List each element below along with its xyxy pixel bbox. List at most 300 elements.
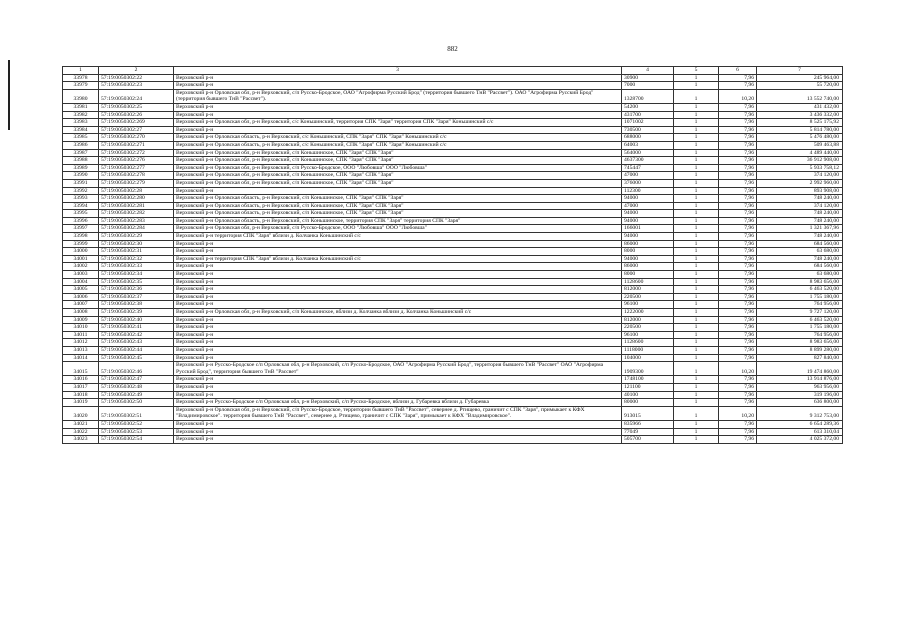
count-cell: 1 xyxy=(674,187,719,195)
rate-cell: 7,96 xyxy=(719,428,757,436)
table-row xyxy=(63,187,843,195)
area-cell: 505700 xyxy=(622,436,674,444)
table-row xyxy=(63,286,843,294)
table-row xyxy=(63,376,843,384)
location-cell: Верховский р-н xyxy=(174,187,622,195)
value-cell: 5 476 480,00 xyxy=(757,134,843,142)
area-cell: 94000 xyxy=(622,233,674,241)
row-number: 34019 xyxy=(63,399,99,407)
value-cell: 13 552 740,00 xyxy=(757,89,843,103)
rate-cell: 7,96 xyxy=(719,376,757,384)
cadastral-number: 57:19:0050302:30 xyxy=(99,240,174,248)
value-cell: 5 933 758,12 xyxy=(757,164,843,172)
table-row xyxy=(63,293,843,301)
value-cell: 431 432,00 xyxy=(757,103,843,111)
area-cell: 86000 xyxy=(622,240,674,248)
row-number: 33979 xyxy=(63,82,99,90)
count-cell: 1 xyxy=(674,111,719,119)
cadastral-number: 57:19:0050302:284 xyxy=(99,225,174,233)
location-cell: Верховский р-н xyxy=(174,111,622,119)
cadastral-number: 57:19:0050302:40 xyxy=(99,316,174,324)
location-cell: Верховский р-н xyxy=(174,436,622,444)
location-cell: Верховский р-н xyxy=(174,263,622,271)
value-cell: 748 240,00 xyxy=(757,195,843,203)
count-cell: 1 xyxy=(674,324,719,332)
area-cell: 1071002 xyxy=(622,119,674,127)
table-row xyxy=(63,316,843,324)
cadastral-number: 57:19:0050302:38 xyxy=(99,301,174,309)
rate-cell: 7,96 xyxy=(719,134,757,142)
area-cell: 54200 xyxy=(622,103,674,111)
area-cell: 1128600 xyxy=(622,278,674,286)
location-cell: Верховский р-н xyxy=(174,301,622,309)
value-cell: 6 463 520,00 xyxy=(757,286,843,294)
cadastral-number: 57:19:0050302:28 xyxy=(99,187,174,195)
cadastral-number: 57:19:0050302:35 xyxy=(99,278,174,286)
table-row xyxy=(63,210,843,218)
cadastral-number: 57:19:0050302:34 xyxy=(99,271,174,279)
area-cell: 86000 xyxy=(622,263,674,271)
area-cell: 8000 xyxy=(622,271,674,279)
count-cell: 1 xyxy=(674,202,719,210)
table-row xyxy=(63,346,843,354)
row-number: 33982 xyxy=(63,111,99,119)
table-row xyxy=(63,217,843,225)
value-cell: 374 120,00 xyxy=(757,202,843,210)
area-cell: 104000 xyxy=(622,354,674,362)
rate-cell: 7,96 xyxy=(719,331,757,339)
area-cell: 431700 xyxy=(622,111,674,119)
row-number: 34008 xyxy=(63,309,99,317)
row-number: 33986 xyxy=(63,141,99,149)
count-cell: 1 xyxy=(674,157,719,165)
rate-cell: 7,96 xyxy=(719,301,757,309)
location-cell: Верховский р-н xyxy=(174,278,622,286)
area-cell: 376000 xyxy=(622,179,674,187)
value-cell: 13 914 876,00 xyxy=(757,376,843,384)
value-cell: 8 525 175,92 xyxy=(757,119,843,127)
value-cell: 4 025 372,00 xyxy=(757,436,843,444)
table-row xyxy=(63,255,843,263)
table-row xyxy=(63,172,843,180)
value-cell: 3 436 332,00 xyxy=(757,111,843,119)
rate-cell: 7,96 xyxy=(719,157,757,165)
value-cell: 8 899 280,00 xyxy=(757,346,843,354)
row-number: 34016 xyxy=(63,376,99,384)
cadastral-number: 57:19:0050302:36 xyxy=(99,286,174,294)
count-cell: 1 xyxy=(674,278,719,286)
area-cell: 1222000 xyxy=(622,309,674,317)
count-cell: 1 xyxy=(674,179,719,187)
table-row xyxy=(63,141,843,149)
cadastral-number: 57:19:0050302:23 xyxy=(99,82,174,90)
rate-cell: 7,96 xyxy=(719,339,757,347)
rate-cell: 7,96 xyxy=(719,141,757,149)
cadastral-number: 57:19:0050302:272 xyxy=(99,149,174,157)
cadastral-number: 57:19:0050302:32 xyxy=(99,255,174,263)
table-row xyxy=(63,278,843,286)
table-row xyxy=(63,164,843,172)
location-cell: Верховский р-н xyxy=(174,331,622,339)
value-cell: 827 840,00 xyxy=(757,354,843,362)
land-parcel-table xyxy=(62,66,843,444)
cadastral-number: 57:19:0050302:25 xyxy=(99,103,174,111)
row-number: 34003 xyxy=(63,271,99,279)
rate-cell: 7,96 xyxy=(719,293,757,301)
row-number: 33989 xyxy=(63,164,99,172)
count-cell: 1 xyxy=(674,210,719,218)
table-row xyxy=(63,331,843,339)
area-cell: 40100 xyxy=(622,391,674,399)
value-cell: 748 240,00 xyxy=(757,255,843,263)
area-cell: 121100 xyxy=(622,383,674,391)
rate-cell: 7,96 xyxy=(719,263,757,271)
count-cell: 1 xyxy=(674,225,719,233)
rate-cell: 7,96 xyxy=(719,111,757,119)
area-cell: 8000 xyxy=(622,248,674,256)
count-cell: 1 xyxy=(674,301,719,309)
area-cell: 94000 xyxy=(622,195,674,203)
area-cell: 812000 xyxy=(622,286,674,294)
row-number: 34002 xyxy=(63,263,99,271)
location-cell: Верховский р-н территория СПК "Заря" вблизи д. Колчанка Коньшинский с/с xyxy=(174,255,622,263)
location-cell: Верховский р-н Орловская обл, р-н Верховский, с/п Коньшинское, СПК "Заря" СПК "Заря" xyxy=(174,179,622,187)
value-cell: 9 312 753,00 xyxy=(757,406,843,420)
row-number: 34021 xyxy=(63,420,99,428)
rate-cell: 7,96 xyxy=(719,240,757,248)
table-row xyxy=(63,354,843,362)
count-cell: 1 xyxy=(674,354,719,362)
location-cell: Верховский р-н xyxy=(174,383,622,391)
row-number: 34013 xyxy=(63,346,99,354)
rate-cell: 7,96 xyxy=(719,324,757,332)
count-cell: 1 xyxy=(674,399,719,407)
cadastral-number: 57:19:0050302:279 xyxy=(99,179,174,187)
value-cell: 36 912 908,00 xyxy=(757,157,843,165)
area-cell: 4637300 xyxy=(622,157,674,165)
count-cell: 1 xyxy=(674,391,719,399)
cadastral-number: 57:19:0050302:276 xyxy=(99,157,174,165)
rate-cell: 7,96 xyxy=(719,354,757,362)
table-row xyxy=(63,119,843,127)
rate-cell: 7,96 xyxy=(719,271,757,279)
cadastral-number: 57:19:0050302:27 xyxy=(99,126,174,134)
area-cell: 30900 xyxy=(622,74,674,82)
rate-cell: 7,96 xyxy=(719,217,757,225)
rate-cell: 7,96 xyxy=(719,278,757,286)
value-cell: 2 992 960,00 xyxy=(757,179,843,187)
rate-cell: 7,96 xyxy=(719,346,757,354)
row-number: 33987 xyxy=(63,149,99,157)
cadastral-number: 57:19:0050302:22 xyxy=(99,74,174,82)
table-row xyxy=(63,362,843,376)
value-cell: 4 489 440,00 xyxy=(757,149,843,157)
area-cell: 1118000 xyxy=(622,346,674,354)
row-number: 34001 xyxy=(63,255,99,263)
rate-cell: 7,96 xyxy=(719,202,757,210)
location-cell: Верховский р-н Орловская область, р-н Верховский, с/п Коньшинское, СПК "Заря" СПК "Заря" xyxy=(174,202,622,210)
row-number: 33978 xyxy=(63,74,99,82)
table-row xyxy=(63,420,843,428)
location-cell: Верховский р-н Орловская область, р-н Верховский, с/п Коньшинское, территория СПК "Заря" территория СПК "Заря" xyxy=(174,217,622,225)
value-cell: 963 956,00 xyxy=(757,383,843,391)
row-number: 33995 xyxy=(63,210,99,218)
table-row xyxy=(63,157,843,165)
table-row xyxy=(63,233,843,241)
rate-cell: 7,96 xyxy=(719,179,757,187)
location-cell: Верховский р-н Орловская обл, р-н Верховский, с/п Коньшинское, вблизи д. Колчанка вблизи д. Колчанка Коньшинский с/с xyxy=(174,309,622,317)
area-cell: 812000 xyxy=(622,316,674,324)
location-cell: Верховский р-н Орловская обл, р-н Верховский, с/п Коньшинское, СПК "Заря" СПК "Заря" xyxy=(174,149,622,157)
row-number: 33998 xyxy=(63,233,99,241)
location-cell: Верховский р-н xyxy=(174,391,622,399)
count-cell: 1 xyxy=(674,74,719,82)
count-cell: 1 xyxy=(674,195,719,203)
cadastral-number: 57:19:0050302:37 xyxy=(99,293,174,301)
value-cell: 764 956,00 xyxy=(757,331,843,339)
count-cell: 1 xyxy=(674,233,719,241)
table-row xyxy=(63,339,843,347)
location-cell: Верховский р-н Орловская область, р-н Верховский, с/п Коньшинское, СПК "Заря" СПК "Заря" xyxy=(174,195,622,203)
count-cell: 1 xyxy=(674,271,719,279)
location-cell: Верховский р-н xyxy=(174,82,622,90)
count-cell: 1 xyxy=(674,339,719,347)
table-row xyxy=(63,399,843,407)
cadastral-number: 57:19:0050302:281 xyxy=(99,202,174,210)
row-number: 33981 xyxy=(63,103,99,111)
cadastral-number: 57:19:0050302:39 xyxy=(99,309,174,317)
location-cell: Верховский р-н xyxy=(174,240,622,248)
count-cell: 1 xyxy=(674,346,719,354)
col-header: 7 xyxy=(757,67,843,75)
count-cell: 1 xyxy=(674,428,719,436)
table-row xyxy=(63,383,843,391)
location-cell: Верховский р-н территория СПК "Заря" вблизи д. Колчанка Коньшинский с/с xyxy=(174,233,622,241)
count-cell: 1 xyxy=(674,119,719,127)
count-cell: 1 xyxy=(674,383,719,391)
row-number: 34018 xyxy=(63,391,99,399)
table-row xyxy=(63,111,843,119)
value-cell: 63 680,00 xyxy=(757,271,843,279)
value-cell: 63 680,00 xyxy=(757,248,843,256)
cadastral-number: 57:19:0050302:26 xyxy=(99,111,174,119)
count-cell: 1 xyxy=(674,103,719,111)
cadastral-number: 57:19:0050302:24 xyxy=(99,89,174,103)
row-number: 34005 xyxy=(63,286,99,294)
cadastral-number: 57:19:0050302:47 xyxy=(99,376,174,384)
rate-cell: 7,96 xyxy=(719,399,757,407)
table-row xyxy=(63,301,843,309)
count-cell: 1 xyxy=(674,172,719,180)
row-number: 33988 xyxy=(63,157,99,165)
cadastral-number: 57:19:0050302:43 xyxy=(99,339,174,347)
cadastral-number: 57:19:0050302:277 xyxy=(99,164,174,172)
location-cell: Верховский р-н xyxy=(174,126,622,134)
value-cell: 374 120,00 xyxy=(757,172,843,180)
col-header: 1 xyxy=(63,67,99,75)
cadastral-number: 57:19:0050302:49 xyxy=(99,391,174,399)
area-cell: 166001 xyxy=(622,225,674,233)
cadastral-number: 57:19:0050302:51 xyxy=(99,406,174,420)
table-row xyxy=(63,271,843,279)
location-cell: Верховский р-н Орловская обл, р-н Верховский, с/с Коньшинский, территория СПК "Заря" территория СПК "Заря" Коньшинский с/с xyxy=(174,119,622,127)
location-cell: Верховский р-н xyxy=(174,324,622,332)
value-cell: 684 560,00 xyxy=(757,240,843,248)
location-cell: Верховский р-н xyxy=(174,286,622,294)
location-cell: Верховский р-н Орловская обл, р-н Верховский, с/п Русско-Бродское, ОАО "Агрофирма Русский Брод" (территория бывшего ТнВ "Рассвет"). ОАО "Агрофирма Русский Брод" (территория бывшего ТнВ "Рассвет"). xyxy=(174,89,622,103)
location-cell: Верховский р-н xyxy=(174,74,622,82)
row-number: 34012 xyxy=(63,339,99,347)
location-cell: Верховский р-н Орловская область, р-н Верховский, с/п Коньшинское, СПК "Заря" СПК "Заря" xyxy=(174,210,622,218)
cadastral-number: 57:19:0050302:271 xyxy=(99,141,174,149)
rate-cell: 7,96 xyxy=(719,210,757,218)
value-cell: 1 321 367,96 xyxy=(757,225,843,233)
cadastral-number: 57:19:0050302:44 xyxy=(99,346,174,354)
rate-cell: 7,96 xyxy=(719,187,757,195)
value-cell: 319 196,00 xyxy=(757,391,843,399)
row-number: 34000 xyxy=(63,248,99,256)
row-number: 34017 xyxy=(63,383,99,391)
value-cell: 748 240,00 xyxy=(757,217,843,225)
cadastral-number: 57:19:0050302:280 xyxy=(99,195,174,203)
area-cell: 220500 xyxy=(622,324,674,332)
col-header: 2 xyxy=(99,67,174,75)
col-header: 6 xyxy=(719,67,757,75)
location-cell: Верховский р-н xyxy=(174,346,622,354)
value-cell: 748 240,00 xyxy=(757,210,843,218)
count-cell: 1 xyxy=(674,286,719,294)
row-number: 33984 xyxy=(63,126,99,134)
count-cell: 1 xyxy=(674,248,719,256)
location-cell: Верховский р-н Орловская обл, р-н Верховский, с/п Коньшинское, СПК "Заря" СПК "Заря" xyxy=(174,157,622,165)
value-cell: 1 755 180,00 xyxy=(757,293,843,301)
count-cell: 1 xyxy=(674,331,719,339)
row-number: 34007 xyxy=(63,301,99,309)
location-cell: Верховский р-н Русско-Бродское с/п Орловская обл, р-н Верховский, с/п Русско-Бродское, вблизи д. Губаревка вблизи д. Губаревка xyxy=(174,399,622,407)
row-number: 33992 xyxy=(63,187,99,195)
count-cell: 1 xyxy=(674,263,719,271)
area-cell: 94000 xyxy=(622,255,674,263)
table-row xyxy=(63,195,843,203)
rate-cell: 7,96 xyxy=(719,233,757,241)
row-number: 34014 xyxy=(63,354,99,362)
area-cell: 77049 xyxy=(622,428,674,436)
area-cell: 112300 xyxy=(622,187,674,195)
row-number: 33997 xyxy=(63,225,99,233)
location-cell: Верховский р-н Орловская область, р-н Верховский, с/с Коньшинский, СПК "Заря" СПК "Заря" Коньшинский с/с xyxy=(174,134,622,142)
cadastral-number: 57:19:0050302:270 xyxy=(99,134,174,142)
location-cell: Верховский р-н xyxy=(174,271,622,279)
value-cell: 6 463 520,00 xyxy=(757,316,843,324)
rate-cell: 7,96 xyxy=(719,286,757,294)
table-row xyxy=(63,428,843,436)
table-row xyxy=(63,202,843,210)
table-row xyxy=(63,324,843,332)
value-cell: 8 983 656,00 xyxy=(757,278,843,286)
cadastral-number: 57:19:0050302:29 xyxy=(99,233,174,241)
rate-cell: 7,96 xyxy=(719,255,757,263)
cadastral-number: 57:19:0050302:53 xyxy=(99,428,174,436)
location-cell: Верховский р-н xyxy=(174,103,622,111)
value-cell: 1 755 180,00 xyxy=(757,324,843,332)
rate-cell: 7,96 xyxy=(719,316,757,324)
rate-cell: 10,20 xyxy=(719,89,757,103)
count-cell: 1 xyxy=(674,126,719,134)
table-row xyxy=(63,89,843,103)
area-cell: 688000 xyxy=(622,134,674,142)
rate-cell: 7,96 xyxy=(719,436,757,444)
area-cell: 80000 xyxy=(622,399,674,407)
count-cell: 1 xyxy=(674,436,719,444)
cadastral-number: 57:19:0050302:50 xyxy=(99,399,174,407)
value-cell: 636 800,00 xyxy=(757,399,843,407)
count-cell: 1 xyxy=(674,217,719,225)
row-number: 34022 xyxy=(63,428,99,436)
cadastral-number: 57:19:0050302:46 xyxy=(99,362,174,376)
row-number: 34006 xyxy=(63,293,99,301)
area-cell: 1748100 xyxy=(622,376,674,384)
row-number: 34020 xyxy=(63,406,99,420)
location-cell: Верховский р-н Русско-Бродское с/п Орловская обл, р-н Верховский, с/п Русско-Бродское, ОАО "Агрофирма Русский Брод", территория бывшего ТнВ "Рассвет" ОАО "Агрофирма Русский Брод", территория бывшего ТнВ "Рассвет" xyxy=(174,362,622,376)
area-cell: 94000 xyxy=(622,210,674,218)
col-header: 4 xyxy=(622,67,674,75)
value-cell: 764 956,00 xyxy=(757,301,843,309)
count-cell: 1 xyxy=(674,164,719,172)
row-number: 34004 xyxy=(63,278,99,286)
count-cell: 1 xyxy=(674,316,719,324)
cadastral-number: 57:19:0050302:31 xyxy=(99,248,174,256)
row-number: 33994 xyxy=(63,202,99,210)
rate-cell: 10,20 xyxy=(719,362,757,376)
row-number: 34010 xyxy=(63,324,99,332)
count-cell: 1 xyxy=(674,420,719,428)
value-cell: 245 964,00 xyxy=(757,74,843,82)
location-cell: Верховский р-н xyxy=(174,376,622,384)
area-cell: 64003 xyxy=(622,141,674,149)
location-cell: Верховский р-н xyxy=(174,420,622,428)
location-cell: Верховский р-н xyxy=(174,293,622,301)
row-number: 33980 xyxy=(63,89,99,103)
count-cell: 1 xyxy=(674,134,719,142)
count-cell: 1 xyxy=(674,362,719,376)
cadastral-number: 57:19:0050302:269 xyxy=(99,119,174,127)
row-number: 34009 xyxy=(63,316,99,324)
location-cell: Верховский р-н Орловская обл, р-н Верховский, с/п Коньшинское, СПК "Заря" СПК "Заря" xyxy=(174,172,622,180)
area-cell: 1128600 xyxy=(622,339,674,347)
count-cell: 1 xyxy=(674,240,719,248)
location-cell: Верховский р-н xyxy=(174,339,622,347)
rate-cell: 7,96 xyxy=(719,383,757,391)
table-body xyxy=(63,74,843,443)
value-cell: 893 908,00 xyxy=(757,187,843,195)
value-cell: 509 463,88 xyxy=(757,141,843,149)
cadastral-number: 57:19:0050302:42 xyxy=(99,331,174,339)
row-number: 33999 xyxy=(63,240,99,248)
area-cell: 96100 xyxy=(622,301,674,309)
cadastral-number: 57:19:0050302:52 xyxy=(99,420,174,428)
location-cell: Верховский р-н xyxy=(174,316,622,324)
value-cell: 55 720,00 xyxy=(757,82,843,90)
table-row xyxy=(63,436,843,444)
rate-cell: 7,96 xyxy=(719,149,757,157)
rate-cell: 7,96 xyxy=(719,391,757,399)
row-number: 33990 xyxy=(63,172,99,180)
cadastral-number: 57:19:0050302:33 xyxy=(99,263,174,271)
count-cell: 1 xyxy=(674,149,719,157)
count-cell: 1 xyxy=(674,89,719,103)
cadastral-number: 57:19:0050302:54 xyxy=(99,436,174,444)
value-cell: 613 310,04 xyxy=(757,428,843,436)
